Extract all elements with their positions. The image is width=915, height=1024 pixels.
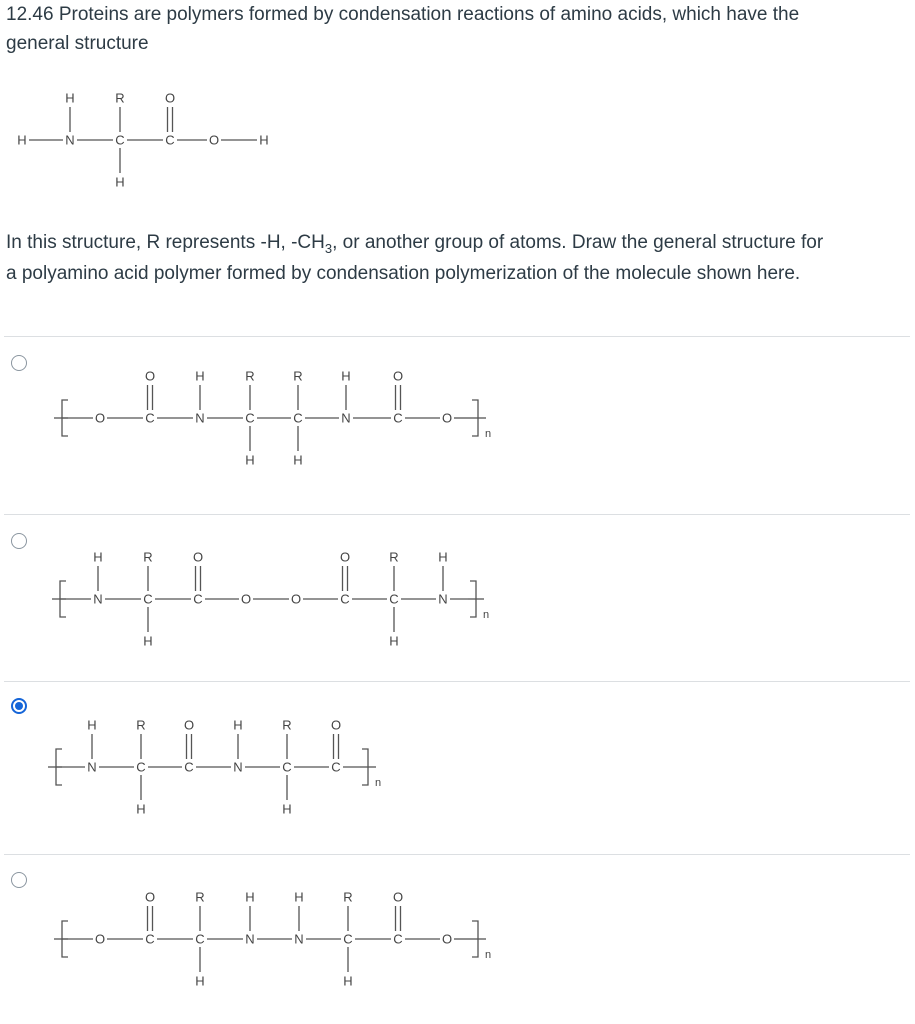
atom-o: O [392, 889, 404, 905]
atom-n: N [65, 132, 75, 148]
atom-c: C [193, 591, 203, 607]
atom-o: O [441, 410, 453, 426]
question-text-line-2: general structure [6, 33, 149, 54]
repeat-count-n: n [484, 428, 492, 440]
atom-h: H [293, 452, 303, 468]
atom-c: C [143, 591, 153, 607]
atom-h: H [245, 889, 255, 905]
atom-h: H [115, 174, 125, 190]
repeat-count-n: n [374, 777, 382, 789]
atom-o: O [183, 717, 195, 733]
atom-h: H [282, 801, 292, 817]
answer-a-radio[interactable] [11, 355, 27, 371]
atom-o: O [94, 931, 106, 947]
atom-o: O [144, 368, 156, 384]
atom-h: H [245, 452, 255, 468]
atom-c: C [389, 591, 399, 607]
atom-r: R [282, 717, 292, 733]
atom-r: R [245, 368, 255, 384]
atom-o: O [392, 368, 404, 384]
atom-r: R [343, 889, 353, 905]
atom-n: N [294, 931, 304, 947]
atom-o: O [330, 717, 342, 733]
atom-c: C [343, 931, 353, 947]
atom-h: H [143, 633, 153, 649]
atom-h: H [17, 132, 27, 148]
atom-h: H [195, 368, 205, 384]
atom-n: N [195, 410, 205, 426]
atom-o: O [94, 410, 106, 426]
atom-n: N [245, 931, 255, 947]
repeat-count-n: n [482, 609, 490, 621]
atom-c: C [245, 410, 255, 426]
atom-r: R [389, 549, 399, 565]
question-text-line-4: a polyamino acid polymer formed by condensation polymerization of the molecule shown here. [6, 263, 801, 284]
atom-h: H [233, 717, 243, 733]
repeat-count-n: n [484, 949, 492, 961]
atom-h: H [294, 889, 304, 905]
atom-n: N [341, 410, 351, 426]
divider [4, 681, 910, 682]
atom-c: C [165, 132, 175, 148]
atom-o: O [290, 591, 302, 607]
atom-r: R [115, 90, 125, 106]
atom-c: C [145, 931, 155, 947]
divider [4, 514, 910, 515]
question-text-line-3b: , or another group of atoms. Draw the general structure for [332, 232, 824, 253]
answer-b-radio[interactable] [11, 533, 27, 549]
question-text-subscript: 3 [324, 240, 333, 256]
atom-c: C [393, 410, 403, 426]
atom-c: C [195, 931, 205, 947]
atom-o: O [144, 889, 156, 905]
atom-h: H [438, 549, 448, 565]
answer-d-radio[interactable] [11, 872, 27, 888]
atom-o: O [192, 549, 204, 565]
atom-h: H [195, 973, 205, 989]
atom-c: C [340, 591, 350, 607]
atom-h: H [136, 801, 146, 817]
atom-h: H [343, 973, 353, 989]
atom-h: H [87, 717, 97, 733]
atom-c: C [145, 410, 155, 426]
atom-r: R [293, 368, 303, 384]
answer-c-radio[interactable] [11, 698, 27, 714]
divider [4, 854, 910, 855]
atom-n: N [438, 591, 448, 607]
atom-c: C [115, 132, 125, 148]
atom-n: N [87, 759, 97, 775]
atom-n: N [93, 591, 103, 607]
atom-h: H [65, 90, 75, 106]
question-text-line-1: 12.46 Proteins are polymers formed by condensation reactions of amino acids, which have the [6, 4, 800, 25]
atom-c: C [293, 410, 303, 426]
atom-h: H [93, 549, 103, 565]
atom-c: C [136, 759, 146, 775]
atom-o: O [164, 90, 176, 106]
divider [4, 336, 910, 337]
atom-o: O [441, 931, 453, 947]
atom-n: N [233, 759, 243, 775]
atom-c: C [184, 759, 194, 775]
atom-r: R [195, 889, 205, 905]
atom-r: R [143, 549, 153, 565]
atom-o: O [339, 549, 351, 565]
atom-h: H [341, 368, 351, 384]
atom-h: H [259, 132, 269, 148]
atom-o: O [240, 591, 252, 607]
atom-o: O [208, 132, 220, 148]
question-text-line-3a: In this structure, R represents -H, -CH [6, 232, 325, 253]
atom-h: H [389, 633, 399, 649]
atom-c: C [282, 759, 292, 775]
atom-r: R [136, 717, 146, 733]
atom-c: C [331, 759, 341, 775]
atom-c: C [393, 931, 403, 947]
